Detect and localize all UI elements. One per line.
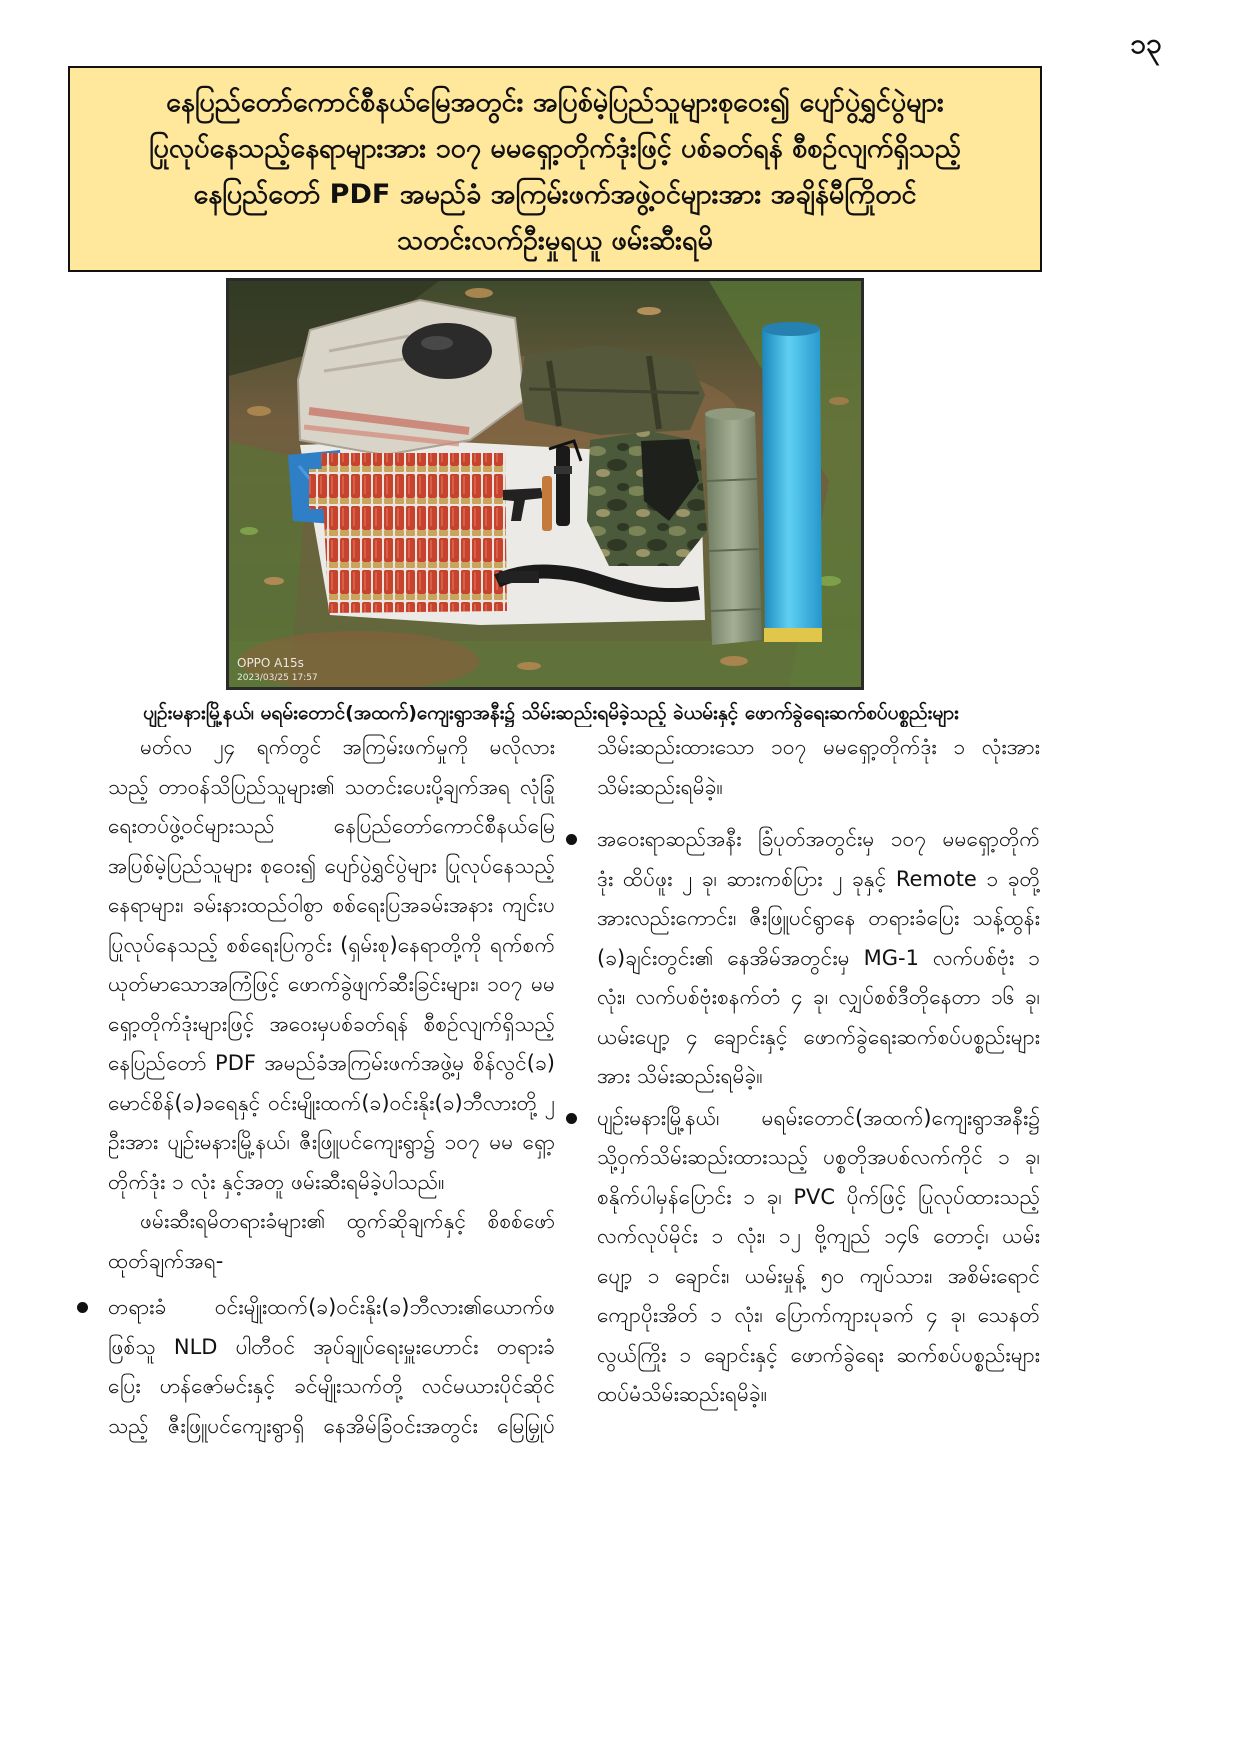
headline-box bbox=[68, 66, 1042, 272]
text-line: နေရာများ၊ ခမ်းနားထည်ဝါစွာ စစ်ရေးပြအခမ်းအနား ကျင်းပ bbox=[108, 893, 555, 917]
text-line: မတ်လ ၂၄ ရက်တွင် အကြမ်းဖက်မှုကို မလိုလား bbox=[140, 735, 555, 759]
bullet-item bbox=[597, 820, 1040, 1097]
bullet-icon bbox=[566, 1113, 577, 1124]
bullet-icon bbox=[77, 1302, 88, 1313]
text-line: လုံး၊ လက်ပစ်ဗုံးစနက်တံ ၄ ခု၊ လျှပ်စစ်ဒီတိုနေတာ ၁၆ ခု၊ bbox=[597, 985, 1040, 1009]
text-line: အဝေးရာဆည်အနီး ခြံပုတ်အတွင်းမှ ၁၀၇ မမရှော့တိုက် bbox=[597, 827, 1040, 851]
text-line: ဖမ်းဆီးရမိတရားခံများ၏ ထွက်ဆိုချက်နှင့် စိစစ်ဖော် bbox=[140, 1209, 555, 1233]
bamboo-tube bbox=[705, 408, 762, 645]
watermark-model: OPPO A15s bbox=[237, 656, 304, 670]
text-line: တိုက်ဒုံး ၁ လုံး နှင့်အတူ ဖမ်းဆီးရမိခဲ့ပါသည်။ bbox=[108, 1169, 445, 1194]
article-paragraph bbox=[108, 1202, 555, 1281]
headline-line: နေပြည်တော် PDF အမည်ခံ အကြမ်းဖက်အဖွဲ့ဝင်များအား အချိန်မီကြိုတင် bbox=[193, 179, 917, 210]
wooden-handle bbox=[542, 476, 552, 531]
seized-items-photo bbox=[226, 278, 864, 690]
shotgun-shells bbox=[321, 453, 507, 613]
bullet-item-continued bbox=[597, 728, 1040, 807]
blue-pvc-pipe bbox=[762, 322, 822, 642]
text-line: အပြစ်မဲ့ပြည်သူများ စုဝေး၍ ပျော်ပွဲရွှင်ပွဲများ ပြုလုပ်နေသည့် bbox=[108, 853, 555, 878]
text-line: (ခ)ချင်းတွင်း၏ နေအိမ်အတွင်းမှ MG-1 လက်ပစ်ဗုံး ၁ bbox=[597, 945, 1040, 970]
text-line: လွယ်ကြိုး ၁ ချောင်းနှင့် ဖောက်ခွဲရေး ဆက်စပ်ပစ္စည်းများ bbox=[597, 1342, 1040, 1367]
text-line: ပြေး ဟန်ဇော်မင်းနှင့် ခင်မျိုးသက်တို့ လင်မယားပိုင်ဆိုင် bbox=[108, 1374, 555, 1398]
bullet-item bbox=[597, 1099, 1040, 1415]
text-line: မောင်စိန်(ခ)ခရေနှင့် ဝင်းမျိုးထက်(ခ)ဝင်းနိုး(ခ)ဘီလားတို့ ၂ bbox=[108, 1090, 555, 1115]
text-line: ထပ်မံသိမ်းဆည်းရမိခဲ့။ bbox=[597, 1382, 768, 1406]
text-line: စနိုက်ပါမှန်ပြောင်း ၁ ခု၊ PVC ပိုက်ဖြင့် ပြုလုပ်ထားသည့် bbox=[597, 1184, 1040, 1209]
text-line: သိမ်းဆည်းရမိခဲ့။ bbox=[597, 774, 723, 799]
headline-line: သတင်းလက်ဦးမှုရယူ ဖမ်းဆီးရမိ bbox=[397, 225, 713, 256]
text-line: လက်လုပ်မိုင်း ၁ လုံး၊ ၁၂ ဗို့ကျည် ၁၄၆ တောင့်၊ ယမ်း bbox=[597, 1224, 1040, 1248]
green-backpack bbox=[520, 345, 705, 435]
text-line: ရှော့တိုက်ဒုံးများဖြင့် အဝေးမှပစ်ခတ်ရန် စီစဉ်လျက်ရှိသည့် bbox=[108, 1011, 555, 1036]
article-left-column bbox=[108, 728, 555, 1446]
text-line: ဒုံး ထိပ်ဖူး ၂ ခု၊ ဆားကစ်ပြား ၂ ခုနှင့် Remote ၁ ခုတို့ bbox=[597, 866, 1040, 891]
article-paragraph bbox=[108, 728, 555, 1202]
headline-line: နေပြည်တော်ကောင်စီနယ်မြေအတွင်း အပြစ်မဲ့ပြည်သူများစုဝေး၍ ပျော်ပွဲရွှင်ပွဲများ bbox=[166, 87, 944, 118]
bullet-icon bbox=[566, 834, 577, 845]
text-line: ယုတ်မာသောအကြံဖြင့် ဖောက်ခွဲဖျက်ဆီးခြင်းများ၊ ၁၀၇ မမ bbox=[108, 972, 555, 996]
text-line: နေပြည်တော် PDF အမည်ခံအကြမ်းဖက်အဖွဲ့မှ စိန်လွင်(ခ) bbox=[108, 1051, 555, 1075]
text-line: သည့် ဇီးဖြူပင်ကျေးရွာရှိ နေအိမ်ခြံဝင်းအတွင်း မြေမြှုပ် bbox=[108, 1413, 555, 1438]
text-line: သို့ဝှက်သိမ်းဆည်းထားသည့် ပစ္စတိုအပစ်လက်ကိုင် ၁ ခု၊ bbox=[597, 1145, 1040, 1169]
photo-caption: ပျဉ်းမနားမြို့နယ်၊ မရမ်းတောင်(အထက်)ကျေးရွာအနီး၌ သိမ်းဆည်းရမိခဲ့သည့် ခဲယမ်းနှင့် ဖောက်ခွဲရေးဆက်စပ်ပစ္စည်းများ bbox=[143, 702, 959, 724]
text-line: ပျော့ ၁ ချောင်း၊ ယမ်းမှုန့် ၅၀ ကျပ်သား၊ အစိမ်းရောင် bbox=[597, 1263, 1040, 1288]
text-line: သိမ်းဆည်းထားသော ၁၀၇ မမရှော့တိုက်ဒုံး ၁ လုံးအား bbox=[597, 735, 1040, 759]
text-line: အားလည်းကောင်း၊ ဇီးဖြူပင်ရွာနေ တရားခံပြေး သန့်ထွန်း bbox=[597, 906, 1040, 930]
bullet-item bbox=[108, 1288, 555, 1446]
text-line: ကျောပိုးအိတ် ၁ လုံး၊ ပြောက်ကျားပုခက် ၄ ခု၊ သေနတ် bbox=[597, 1303, 1040, 1327]
text-line: ဦးအား ပျဉ်းမနားမြို့နယ်၊ ဇီးဖြူပင်ကျေးရွာ၌ ၁၀၇ မမ ရှော့ bbox=[108, 1130, 555, 1154]
text-line: ရေးတပ်ဖွဲ့ဝင်များသည် နေပြည်တော်ကောင်စီနယ်မြေ bbox=[108, 814, 555, 838]
text-line: အား သိမ်းဆည်းရမိခဲ့။ bbox=[597, 1064, 763, 1088]
text-line: ပျဉ်းမနားမြို့နယ်၊ မရမ်းတောင်(အထက်)ကျေးရွာအနီး၌ bbox=[597, 1105, 1040, 1130]
text-line: ဖြစ်သူ NLD ပါတီဝင် အုပ်ချုပ်ရေးမှူးဟောင်း တရားခံ bbox=[108, 1334, 555, 1359]
headline-line: ပြုလုပ်နေသည့်နေရာများအား ၁၀၇ မမရှော့တိုက်ဒုံးဖြင့် ပစ်ခတ်ရန် စီစဉ်လျက်ရှိသည့် bbox=[148, 133, 962, 164]
page-number: ၁၃ bbox=[1130, 27, 1162, 60]
seized-items-photo-illustration bbox=[229, 281, 861, 687]
text-line: ယမ်းပျော့ ၄ ချောင်းနှင့် ဖောက်ခွဲရေးဆက်စပ်ပစ္စည်းများ bbox=[597, 1024, 1040, 1049]
text-line: ပြုလုပ်နေသည့် စစ်ရေးပြကွင်း (ရှမ်းစု)နေရာတို့ကို ရက်စက် bbox=[108, 932, 555, 957]
black-plastic-bag bbox=[402, 323, 492, 379]
article-right-column bbox=[597, 728, 1040, 1415]
watermark-timestamp: 2023/03/25 17:57 bbox=[237, 673, 318, 683]
text-line: သည့် တာဝန်သိပြည်သူများ၏ သတင်းပေးပို့ချက်အရ လုံခြုံ bbox=[108, 774, 555, 799]
camouflage-cloth bbox=[587, 431, 707, 566]
text-line: တရားခံ ဝင်းမျိုးထက်(ခ)ဝင်းနိုး(ခ)ဘီလား၏ယောက်ဖ bbox=[108, 1295, 555, 1319]
text-line: ထုတ်ချက်အရ- bbox=[108, 1248, 224, 1273]
